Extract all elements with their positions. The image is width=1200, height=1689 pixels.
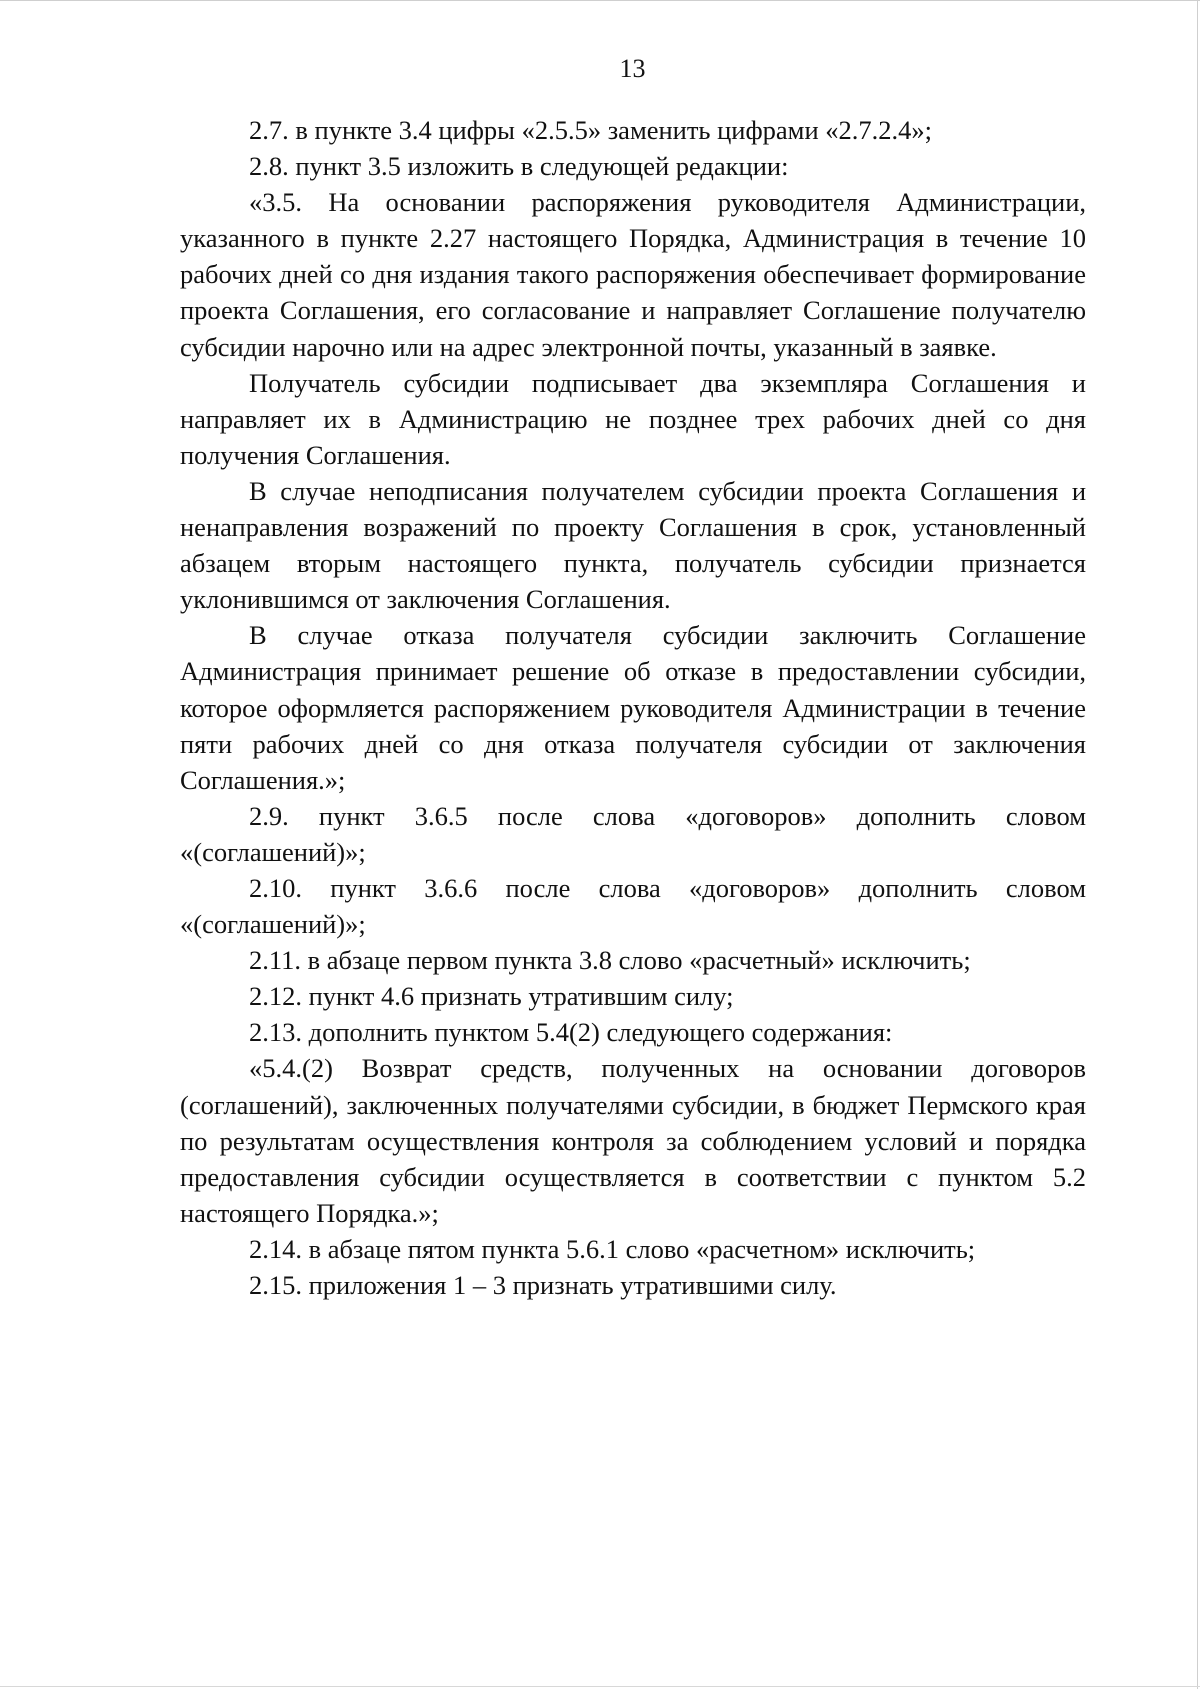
scan-edge-right	[1197, 0, 1198, 1689]
paragraph-2-8: 2.8. пункт 3.5 изложить в следующей редакции:	[249, 151, 789, 182]
paragraph-3-5-intro: «3.5. На основании распоряжения руководителя Администрации, указанного в пункте 2.27 настоящего Порядка, Администрация в течение 10 рабочих дней со дня издания такого распоряжения обеспечивает формирование проекта Соглашения, его согласование и направляет Соглашение получателю субсидии нарочно или на адрес электронной почты, указанный в заявке.	[180, 187, 1086, 362]
scan-edge-bottom	[0, 1686, 1200, 1687]
paragraph-2-7: 2.7. в пункте 3.4 цифры «2.5.5» заменить цифрами «2.7.2.4»;	[249, 115, 932, 145]
paragraph-non-signing: В случае неподписания получателем субсидии проекта Соглашения и ненаправления возражений по проекту Соглашения в срок, установленный абзацем вторым настоящего пункта, получатель субсидии признается уклонившимся от заключения Соглашения.	[180, 475, 1086, 615]
scan-edge-top	[0, 0, 1200, 1]
paragraph-2-11: 2.11. в абзаце первом пункта 3.8 слово «расчетный» исключить;	[249, 945, 971, 976]
page-number: 13	[619, 54, 646, 83]
paragraph-2-12: 2.12. пункт 4.6 признать утратившим силу;	[249, 981, 734, 1012]
paragraph-2-9: 2.9. пункт 3.6.5 после слова «договоров» дополнить словом «(соглашений)»;	[180, 800, 1086, 867]
paragraph-signing: Получатель субсидии подписывает два экземпляра Соглашения и направляет их в Администрацию не позднее трех рабочих дней со дня получения Соглашения.	[180, 367, 1086, 470]
paragraph-2-15: 2.15. приложения 1 – 3 признать утратившими силу.	[249, 1270, 837, 1300]
paragraph-2-10: 2.10. пункт 3.6.6 после слова «договоров» дополнить словом «(соглашений)»;	[180, 872, 1086, 940]
paragraph-refusal: В случае отказа получателя субсидии заключить Соглашение Администрация принимает решение об отказе в предоставлении субсидии, которое оформляется распоряжением руководителя Администрации в течение пяти рабочих дней со дня отказа получателя субсидии от заключения Соглашения.»;	[180, 620, 1086, 795]
paragraph-2-14: 2.14. в абзаце пятом пункта 5.6.1 слово «расчетном» исключить;	[249, 1233, 976, 1264]
document-body	[180, 112, 1086, 1303]
paragraph-2-13: 2.13. дополнить пунктом 5.4(2) следующего содержания:	[249, 1017, 893, 1048]
paragraph-5-4-2: «5.4.(2) Возврат средств, полученных на основании договоров (соглашений), заключенных получателями субсидии, в бюджет Пермского края по результатам осуществления контроля за соблюдением условий и порядка предоставления субсидии осуществляется в соответствии с пунктом 5.2 настоящего Порядка.»;	[180, 1053, 1086, 1228]
